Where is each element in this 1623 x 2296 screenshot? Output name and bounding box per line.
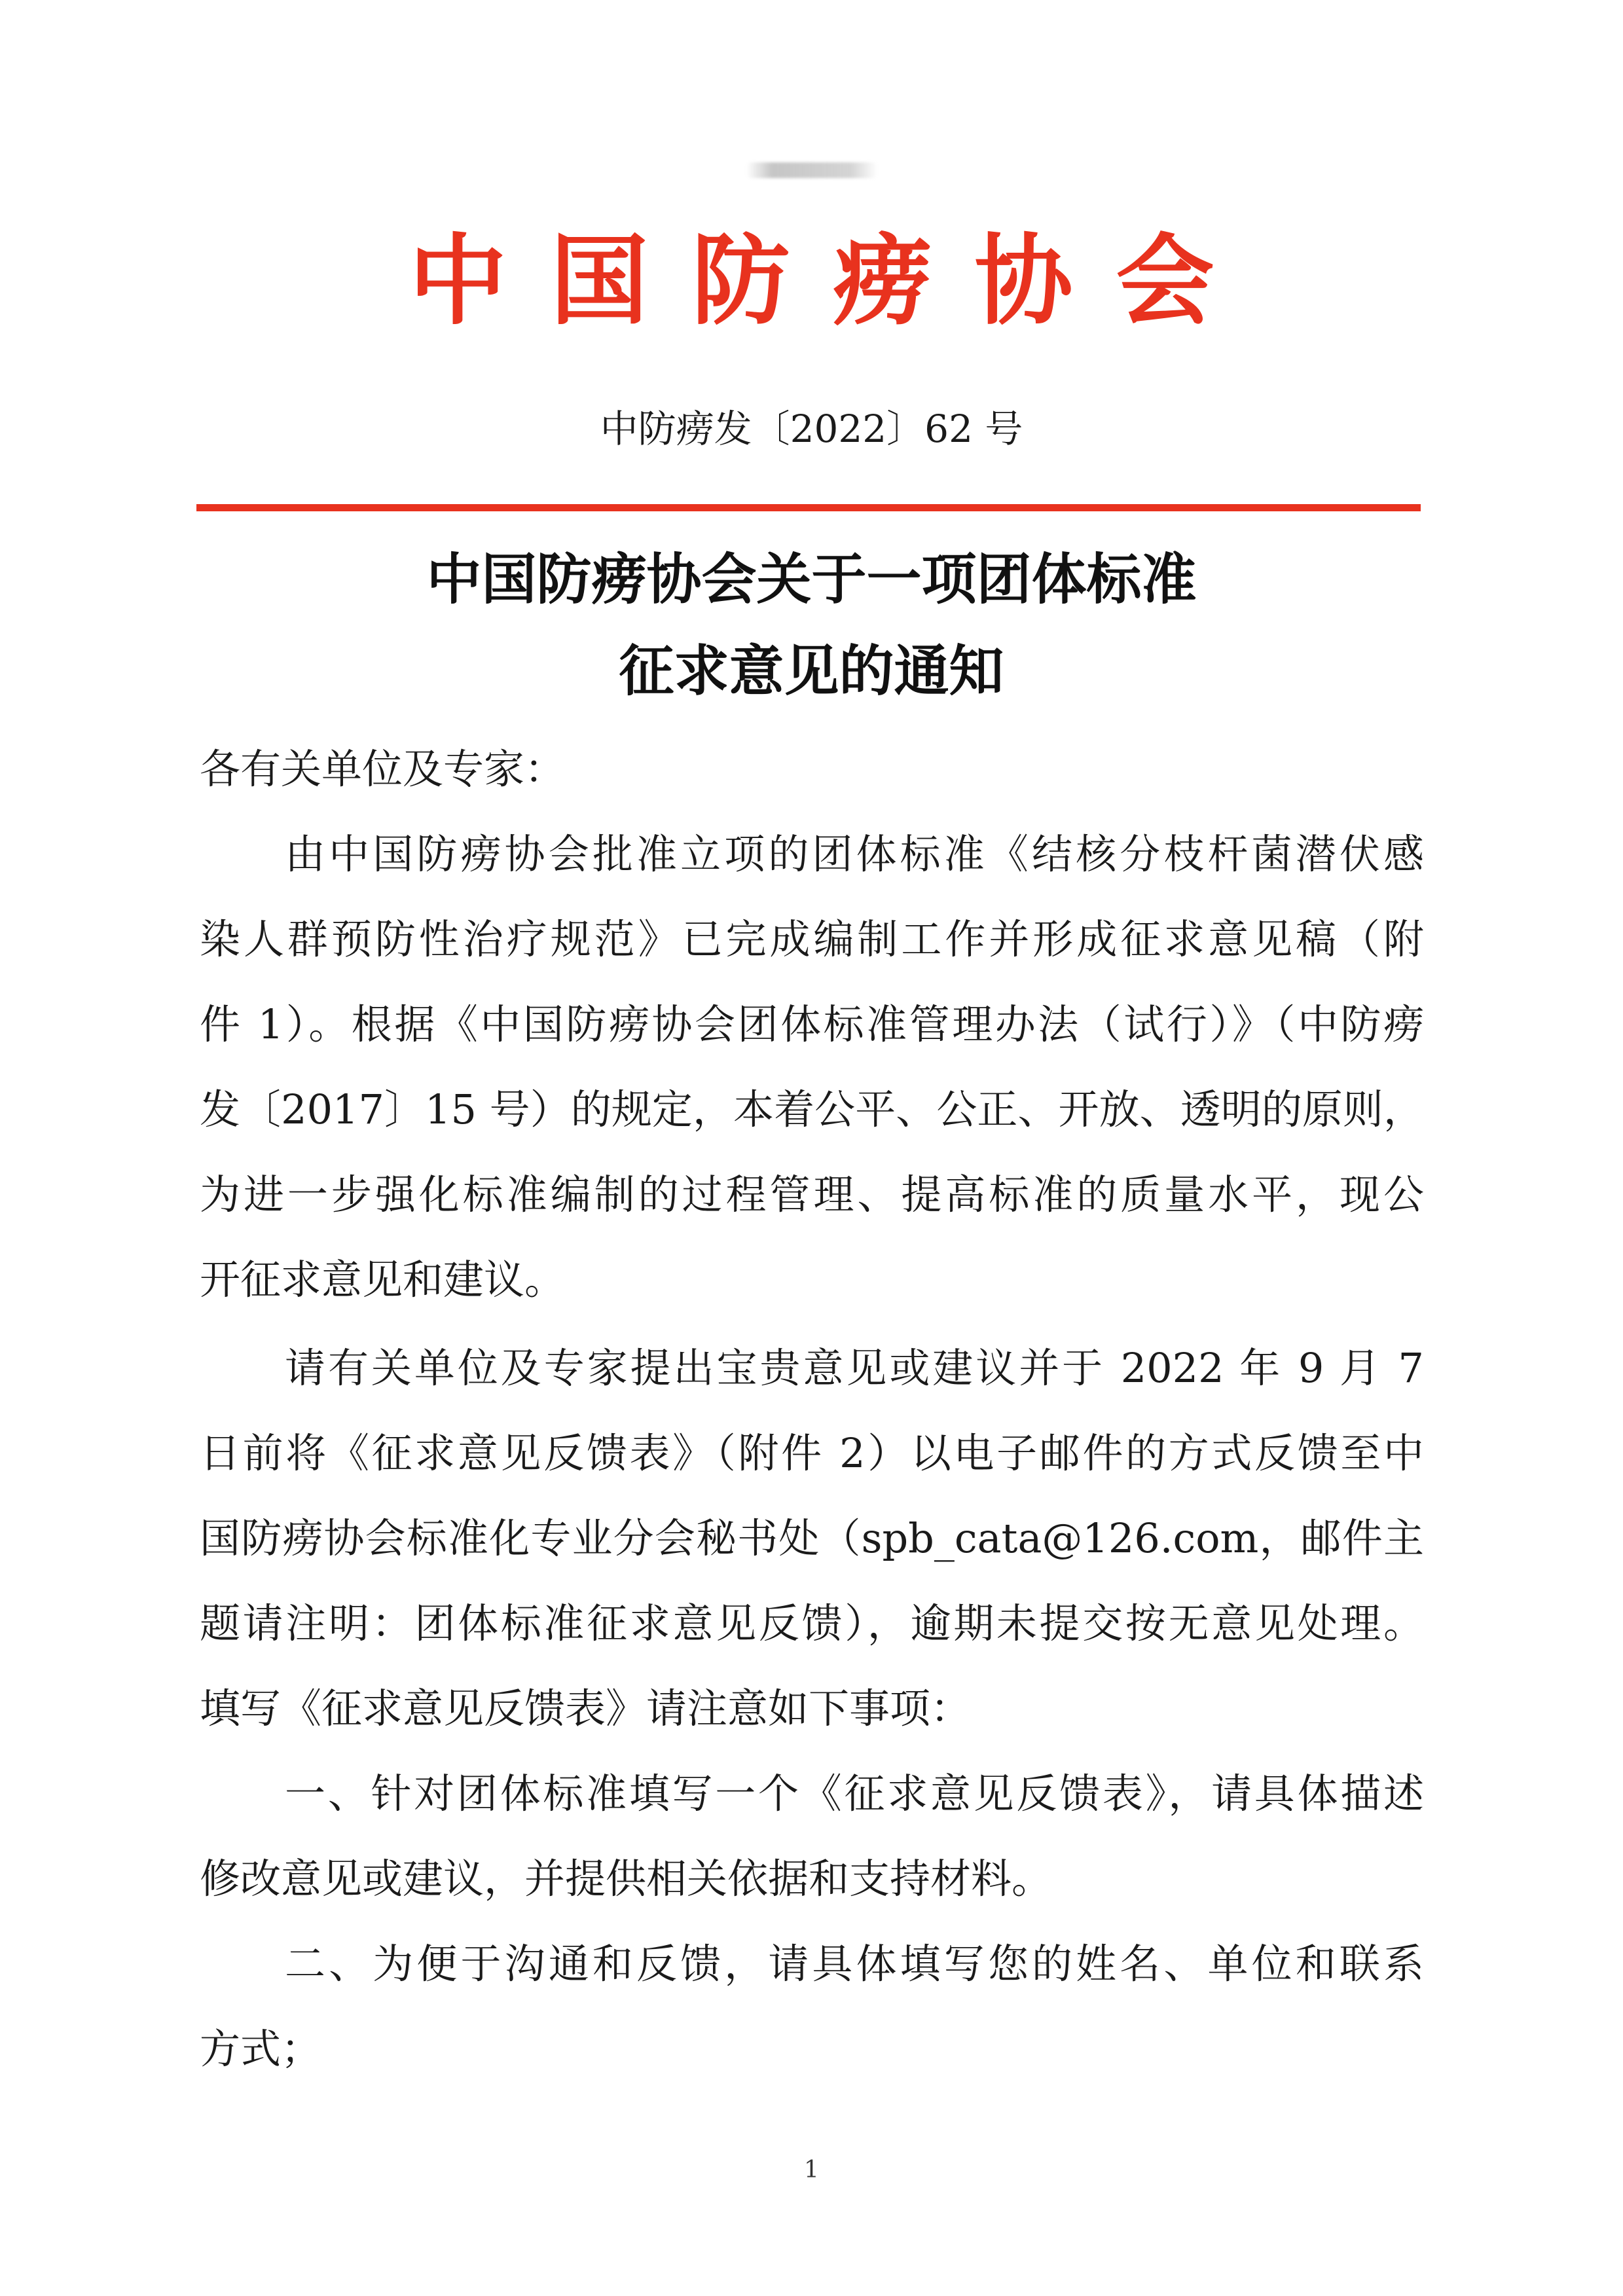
paragraph-line: 由中国防痨协会批准立项的团体标准《结核分枝杆菌潜伏感 <box>285 830 1424 878</box>
document-title-line-1: 中国防痨协会关于一项团体标准 <box>426 547 1197 611</box>
salutation: 各有关单位及专家： <box>200 745 566 793</box>
paragraph-line: 件 1）。根据《中国防痨协会团体标准管理办法（试行）》（中防痨 <box>200 1000 1424 1048</box>
document-number: 中防痨发〔2022〕62 号 <box>600 407 1023 451</box>
paragraph-line: 一、针对团体标准填写一个《征求意见反馈表》，请具体描述 <box>285 1770 1424 1817</box>
paragraph-line: 填写《征求意见反馈表》请注意如下事项： <box>200 1685 972 1732</box>
paragraph-line: 二、为便于沟通和反馈，请具体填写您的姓名、单位和联系 <box>285 1940 1424 1988</box>
paragraph-line: 发〔2017〕15 号）的规定，本着公平、公正、开放、透明的原则， <box>200 1085 1424 1133</box>
page-number: 1 <box>804 2157 819 2183</box>
paragraph-line: 国防痨协会标准化专业分会秘书处（spb_cata@126.com，邮件主 <box>200 1514 1424 1562</box>
scan-smudge <box>746 162 877 178</box>
paragraph-line: 修改意见或建议，并提供相关依据和支持材料。 <box>200 1855 1053 1903</box>
paragraph-line: 题请注明：团体标准征求意见反馈），逾期未提交按无意见处理。 <box>200 1599 1424 1647</box>
paragraph-line: 请有关单位及专家提出宝贵意见或建议并于 2022 年 9 月 7 <box>285 1344 1424 1392</box>
document-title-line-2: 征求意见的通知 <box>619 638 1004 703</box>
paragraph-line: 方式； <box>200 2025 322 2073</box>
paragraph-line: 开征求意见和建议。 <box>200 1256 566 1303</box>
paragraph-line: 为进一步强化标准编制的过程管理、提高标准的质量水平，现公 <box>200 1171 1424 1218</box>
red-divider-line <box>196 504 1421 511</box>
paragraph-line: 染人群预防性治疗规范》已完成编制工作并形成征求意见稿（附 <box>200 915 1424 963</box>
organization-header: 中国防痨协会 <box>409 225 1258 338</box>
paragraph-line: 日前将《征求意见反馈表》（附件 2）以电子邮件的方式反馈至中 <box>200 1429 1424 1477</box>
